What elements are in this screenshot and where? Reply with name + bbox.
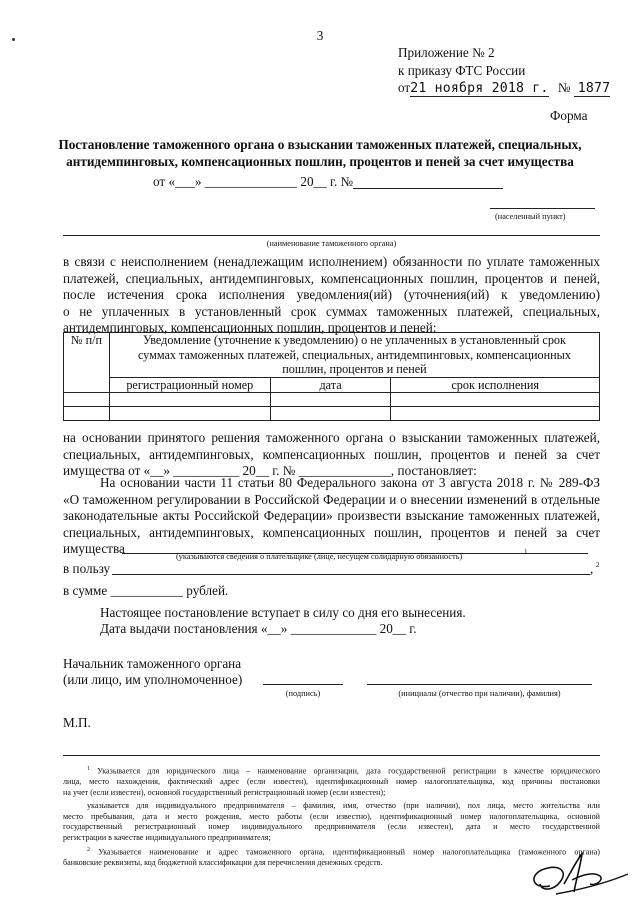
issue-date: Дата выдачи постановления «__» _____________ 20__ г. [100,621,417,636]
favor-comma: , [590,561,594,576]
name-line [367,684,592,685]
document-title [40,137,600,170]
table-header-row [64,333,600,378]
form-label: Форма [550,108,588,123]
name-caption: (инициалы (отчество при наличии), фамилия) [398,689,561,698]
table-cell [109,407,270,421]
law-line-3: законодательные акты Российской Федерации» произвести взыскание таможенных платежей, [63,508,600,524]
intro-paragraph [63,254,600,337]
law-line-1: На основании части 11 статьи 80 Федерального закона от 3 августа 2018 г. № 289-ФЗ [100,475,600,490]
footnote-line: государственный регистрационный номер индивидуального предпринимателя (если известен), дата и место государственной [63,822,600,832]
law-line-2: «О таможенном регулировании в Российской Федерации и о внесении изменений в отдельные [63,491,600,507]
footnote-line: банковские реквизиты, код бюджетной классификации для перечисления денежных средств. [63,858,383,868]
footnote-1b [63,801,600,843]
header-appendix: Приложение № 2 [398,45,495,60]
header-number-label: № [557,80,571,95]
page-number: 3 [316,28,324,43]
signature-line [263,684,343,685]
col-number-header: № п/п [64,333,110,393]
date-line: от «___» ______________ 20__ г. № [153,174,354,189]
footnote-line: регистрации в качестве индивидуального предпринимателя; [63,832,271,842]
basis-line-2: специальных, антидемпинговых, компенсационных пошлин, процентов и пеней за счет [63,446,600,462]
intro-line-2: платежей, специальных, антидемпинговых, компенсационных пошлин, процентов и пеней, [63,270,600,286]
footnote-line: на учет (если известен), основной государственный регистрационный номер (если известен); [63,787,386,797]
footnote-line: $^1$ Указывается для юридического лица – наименование организации, дата государственной регистрации в качестве юридического [87,766,600,776]
basis-line-3: имущества от «__» __________ 20__ г. № ______________, постановляет: [63,463,477,479]
header-prefix: от [398,80,411,95]
header-order-date [398,80,610,98]
header-number: 1877 [574,81,611,97]
chief-line-1: Начальник таможенного органа [63,656,242,671]
basis-paragraph [63,430,600,480]
title-line-1: Постановление таможенного органа о взыскании таможенных платежей, специальных, [58,137,582,152]
place-caption: (населенный пункт) [495,212,566,221]
intro-line-5: антидемпинговых, компенсационных пошлин, процентов и пеней: [63,320,437,336]
chief-line-2: (или лицо, им уполномоченное) [63,672,243,687]
col-deadline-header: срок исполнения [391,377,600,393]
table-row [64,393,600,407]
law-line-5: имущества [63,541,125,557]
footnote-mark: 2 [87,847,90,854]
place-line [490,208,595,209]
table-cell [64,393,110,407]
intro-line-3: после истечения срока исполнения уведомления(ий) (уточнения(ий) к уведомлению) [63,287,600,303]
scan-mark [12,38,15,41]
footnote-mark: 1 [87,766,90,772]
table-subheader-row [64,377,600,393]
intro-line-4: о не уплаченных в установленный срок суммах таможенных платежей, специальных, [63,303,600,319]
notification-header-line: суммах таможенных платежей, специальных, антидемпинговых, компенсационных [137,347,571,362]
table-cell [270,393,391,407]
footnote-mark-2: 2 [596,561,600,569]
amount-line: в сумме ___________ рублей. [63,583,229,598]
footnote-mark-1: 1 [524,548,528,556]
footnote-line: лица, место нахождения, фактический адрес (если известен), идентификационный номер налогоплательщика, код причины постановки [63,777,600,787]
law-line-4: специальных, антидемпинговых, компенсационных пошлин, процентов и пеней за счет [63,524,600,540]
signature-caption: (подпись) [285,689,321,698]
notification-table [63,332,600,421]
table-cell [391,407,600,421]
footnote-line: указывается для индивидуального предпринимателя – фамилия, имя, отчество (при наличии), пол лица, место жительства или [87,801,600,811]
number-blank-line [353,188,503,189]
table-row [64,407,600,421]
payer-caption: (указываются сведения о плательщике (лице, несущем солидарную обязанность) [176,552,463,561]
notification-header [109,333,599,378]
footnote-1 [63,764,600,798]
favor-label: в пользу [63,561,111,576]
col-reg-number-header: регистрационный номер [109,377,270,393]
col-date-header: дата [270,377,391,393]
header-order: к приказу ФТС России [398,63,526,78]
stamp-label: М.П. [63,715,91,730]
intro-line-1: в связи с неисполнением (ненадлежащим исполнением) обязанности по уплате таможенных [63,254,600,269]
table-cell [391,393,600,407]
basis-line-1: на основании принятого решения таможенного органа о взыскании таможенных платежей, [63,430,600,445]
table-cell [109,393,270,407]
effective-text: Настоящее постановление вступает в силу со дня его вынесения. [100,605,466,620]
table-cell [270,407,391,421]
authority-caption: (наименование таможенного органа) [266,239,397,248]
notification-header-line: пошлин, процентов и пеней [282,362,427,377]
footnote-line: $^2$ Указывается наименование и адрес таможенного органа, идентификационный номер налогоплательщика (таможенного органа) [87,847,600,857]
footnote-separator [63,755,600,756]
notification-header-line: Уведомление (уточнение к уведомлению) о не уплаченных в установленный срок [142,333,566,347]
table-cell [64,407,110,421]
authority-line [63,235,600,236]
title-line-2: антидемпинговых, компенсационных пошлин, процентов и пеней за счет имущества [66,153,574,169]
header-date: 21 ноября 2018 г. [410,81,549,96]
handwritten-signature [520,850,632,902]
favor-line [112,574,590,575]
law-paragraph [63,475,600,558]
footnote-line: место пребывания, дата и место рождения, место работы (если известно), идентификационный номер налогоплательщика, основной [63,811,600,821]
